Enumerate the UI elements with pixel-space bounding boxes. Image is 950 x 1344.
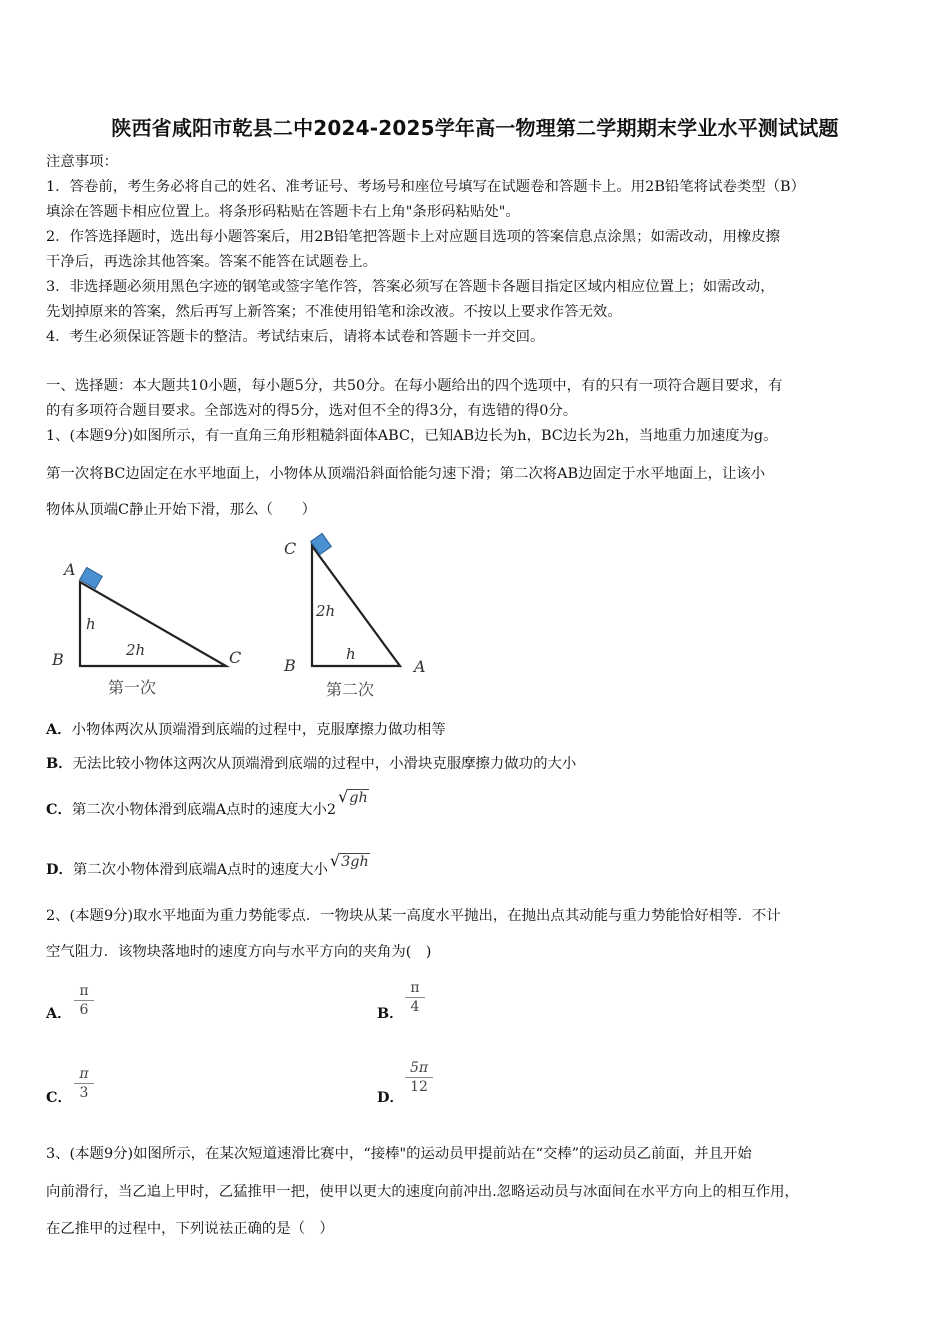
q3-line: 在乙推甲的过程中，下列说祛正确的是（ ） — [46, 1221, 334, 1237]
option-label: B． — [377, 1005, 404, 1022]
q2-line: 空气阻力．该物块落地时的速度方向与水平方向的夹角为( ) — [46, 944, 432, 960]
label-c: C — [284, 539, 297, 558]
notice-line: 2．作答选择题时，选出每小题答案后，用2B铅笔把答题卡上对应题目选项的答案信息点涂黑；如需改动，用橡皮擦 — [46, 229, 781, 245]
sqrt-3gh: √3gh — [329, 851, 369, 870]
option-text: 第二次小物体滑到底端A点时的速度大小 — [72, 862, 328, 878]
option-label: B． — [46, 755, 73, 772]
section-intro-line: 一、选择题：本大题共10小题，每小题5分，共50分。在每小题给出的四个选项中，有的只有一项符合题目要求，有 — [46, 378, 783, 394]
q3-line: 向前滑行，当乙追上甲时，乙猛推甲一把，使甲以更大的速度向前冲出.忽略运动员与冰面间在水平方向上的相互作用， — [46, 1184, 799, 1200]
label-a: A — [64, 560, 76, 579]
triangle-first — [80, 582, 226, 666]
option-label: D． — [46, 861, 73, 878]
q2-option-c-value: $\frac{\pi}{3}$ — [74, 1066, 94, 1101]
label-2h: 2h — [126, 641, 146, 659]
option-label: C． — [46, 1089, 72, 1106]
label-b: B — [284, 656, 296, 675]
option-text: 小物体两次从顶端滑到底端的过程中，克服摩擦力做功相等 — [71, 722, 446, 738]
label-a: A — [414, 657, 426, 676]
q2-option-d[interactable] — [377, 1086, 404, 1107]
notice-line: 填涂在答题卡相应位置上。将条形码粘贴在答题卡右上角"条形码粘贴处"。 — [46, 204, 520, 220]
notice-line: 4．考生必须保证答题卡的整洁。考试结束后，请将本试卷和答题卡一并交回。 — [46, 329, 545, 345]
exam-title: 陕西省咸阳市乾县二中2024-2025学年高一物理第二学期期末学业水平测试试题 — [111, 116, 839, 140]
notice-line: 1．答卷前，考生务必将自己的姓名、准考证号、考场号和座位号填写在试题卷和答题卡上。用2B铅笔将试卷类型（B） — [46, 179, 805, 195]
q1-option-d[interactable] — [46, 851, 370, 879]
caption-second: 第二次 — [326, 680, 375, 699]
figure-second-incline — [276, 532, 446, 704]
notice-line: 干净后，再选涂其他答案。答案不能答在试题卷上。 — [46, 254, 377, 270]
label-h: h — [346, 645, 356, 663]
q2-option-a[interactable] — [46, 1002, 72, 1023]
q1-line: 第一次将BC边固定在水平地面上，小物体从顶端沿斜面恰能匀速下滑；第二次将AB边固定于水平地面上，让该小 — [46, 466, 766, 482]
block-icon — [80, 567, 103, 588]
q2-option-c[interactable] — [46, 1086, 72, 1107]
option-text: 第二次小物体滑到底端A点时的速度大小2 — [71, 802, 337, 818]
figure-first-incline — [46, 535, 256, 705]
q1-option-c[interactable] — [46, 787, 369, 819]
q1-option-a[interactable] — [46, 718, 446, 739]
block-icon — [311, 533, 332, 554]
option-label: C． — [46, 801, 72, 818]
notice-line: 先划掉原来的答案，然后再写上新答案；不准使用铅笔和涂改液。不按以上要求作答无效。 — [46, 304, 622, 320]
option-label: A． — [46, 721, 72, 738]
label-h: h — [86, 615, 96, 633]
q2-option-b-value: $\frac{\pi}{4}$ — [405, 980, 425, 1015]
q2-option-d-value: $\frac{5\pi}{12}$ — [405, 1060, 433, 1095]
option-label: A． — [46, 1005, 72, 1022]
q1-line: 1、(本题9分)如图所示，有一直角三角形粗糙斜面体ABC，已知AB边长为h，BC边长为2h，当地重力加速度为g。 — [46, 428, 778, 444]
caption-first: 第一次 — [108, 678, 157, 697]
option-text: 无法比较小物体这两次从顶端滑到底端的过程中，小滑块克服摩擦力做功的大小 — [72, 756, 577, 772]
label-2h: 2h — [316, 602, 336, 620]
label-b: B — [52, 650, 64, 669]
q3-line: 3、(本题9分)如图所示，在某次短道速滑比赛中，“接棒"的运动员甲提前站在“交棒”的运动员乙前面，并且开始 — [46, 1146, 752, 1162]
option-label: D． — [377, 1089, 404, 1106]
notice-heading: 注意事项： — [46, 154, 118, 170]
q1-option-b[interactable] — [46, 752, 576, 773]
sqrt-gh: √gh — [338, 787, 368, 806]
q2-option-a-value: $\frac{\pi}{6}$ — [74, 983, 94, 1018]
label-c: C — [229, 648, 242, 667]
q2-line: 2、(本题9分)取水平地面为重力势能零点．一物块从某一高度水平抛出，在抛出点其动能与重力势能恰好相等．不计 — [46, 908, 781, 924]
q2-option-b[interactable] — [377, 1002, 404, 1023]
section-intro-line: 的有多项符合题目要求。全部选对的得5分，选对但不全的得3分，有选错的得0分。 — [46, 403, 578, 419]
q1-line: 物体从顶端C静止开始下滑，那么（ ） — [46, 502, 317, 518]
notice-line: 3．非选择题必须用黑色字迹的钢笔或签字笔作答，答案必须写在答题卡各题目指定区域内相应位置上；如需改动， — [46, 279, 775, 295]
